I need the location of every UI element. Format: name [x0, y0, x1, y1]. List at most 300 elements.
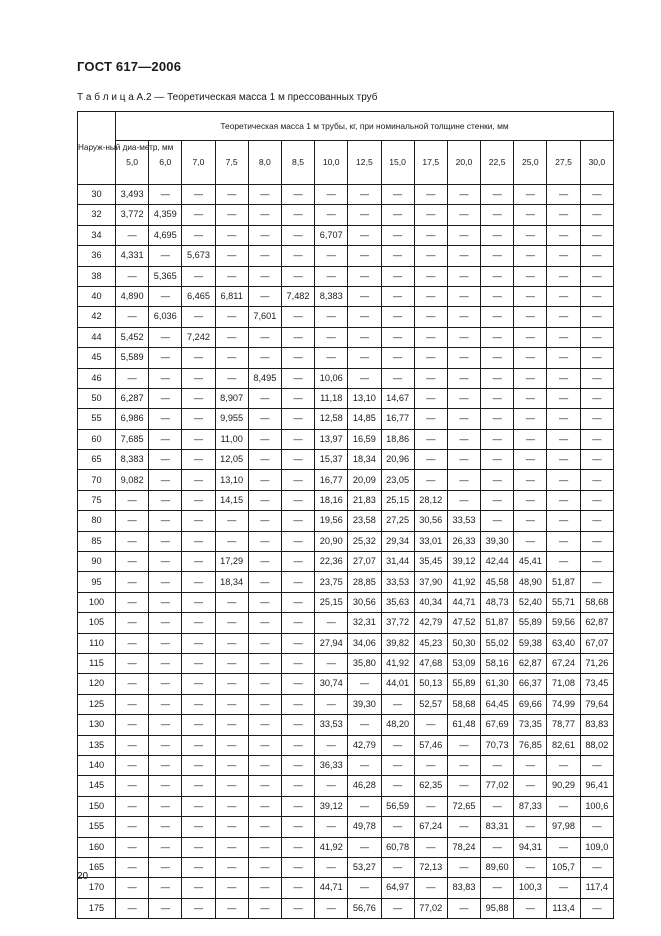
mass-cell: — — [182, 552, 215, 572]
diameter-cell: 46 — [78, 368, 116, 388]
mass-cell: — — [215, 531, 248, 551]
mass-cell: 8,907 — [215, 388, 248, 408]
mass-cell: — — [580, 225, 613, 245]
mass-cell: 6,465 — [182, 286, 215, 306]
mass-cell: — — [514, 388, 547, 408]
diameter-cell: 50 — [78, 388, 116, 408]
mass-cell: — — [514, 409, 547, 429]
mass-cell: — — [481, 450, 514, 470]
diameter-cell: 45 — [78, 348, 116, 368]
mass-cell: 96,41 — [580, 776, 613, 796]
mass-cell: — — [580, 429, 613, 449]
mass-cell: — — [182, 837, 215, 857]
diameter-cell: 36 — [78, 246, 116, 266]
diameter-cell: 105 — [78, 613, 116, 633]
mass-cell: — — [514, 327, 547, 347]
mass-cell: — — [248, 817, 281, 837]
mass-cell: — — [580, 817, 613, 837]
mass-cell: 71,08 — [547, 674, 580, 694]
table-row — [78, 694, 614, 714]
mass-cell: — — [281, 450, 314, 470]
mass-cell: — — [514, 898, 547, 918]
mass-cell: 58,68 — [580, 592, 613, 612]
diameter-cell: 165 — [78, 857, 116, 877]
diameter-cell: 32 — [78, 205, 116, 225]
mass-cell: — — [215, 266, 248, 286]
mass-cell: — — [481, 185, 514, 205]
table-row — [78, 348, 614, 368]
mass-cell: — — [547, 185, 580, 205]
mass-cell: — — [215, 857, 248, 877]
mass-cell: 27,25 — [381, 511, 414, 531]
table-row — [78, 388, 614, 408]
mass-cell: — — [281, 368, 314, 388]
diameter-cell: 155 — [78, 817, 116, 837]
mass-cell: 23,75 — [315, 572, 348, 592]
wall-thickness-column-header: 30,0 — [580, 141, 613, 185]
mass-cell: — — [182, 511, 215, 531]
mass-cell: 63,40 — [547, 633, 580, 653]
mass-cell: — — [149, 409, 182, 429]
mass-cell: — — [580, 246, 613, 266]
mass-cell: 39,30 — [348, 694, 381, 714]
wall-thickness-column-header: 17,5 — [414, 141, 447, 185]
mass-cell: 31,44 — [381, 552, 414, 572]
table-row — [78, 531, 614, 551]
mass-cell: — — [481, 878, 514, 898]
diameter-cell: 34 — [78, 225, 116, 245]
mass-cell: — — [580, 348, 613, 368]
table-row — [78, 185, 614, 205]
mass-cell: 48,20 — [381, 715, 414, 735]
mass-cell: — — [580, 409, 613, 429]
mass-cell: 35,80 — [348, 653, 381, 673]
mass-cell: — — [381, 225, 414, 245]
mass-cell: — — [481, 307, 514, 327]
mass-cell: 51,87 — [481, 613, 514, 633]
mass-cell: 60,78 — [381, 837, 414, 857]
mass-cell: — — [149, 898, 182, 918]
diameter-cell: 125 — [78, 694, 116, 714]
mass-cell: 26,33 — [447, 531, 480, 551]
mass-cell: 71,26 — [580, 653, 613, 673]
mass-cell: — — [116, 490, 149, 510]
mass-cell: — — [182, 490, 215, 510]
mass-cell: — — [116, 592, 149, 612]
mass-cell: 67,69 — [481, 715, 514, 735]
diameter-cell: 95 — [78, 572, 116, 592]
mass-cell: 33,53 — [447, 511, 480, 531]
mass-cell: — — [481, 511, 514, 531]
mass-cell: 89,60 — [481, 857, 514, 877]
mass-cell: — — [281, 490, 314, 510]
table-row — [78, 837, 614, 857]
table-row — [78, 429, 614, 449]
mass-cell: — — [215, 817, 248, 837]
mass-cell: 100,6 — [580, 796, 613, 816]
mass-cell: — — [348, 878, 381, 898]
mass-cell: — — [281, 694, 314, 714]
mass-cell: — — [315, 898, 348, 918]
mass-cell: — — [481, 429, 514, 449]
mass-cell: — — [248, 694, 281, 714]
mass-cell: 77,02 — [481, 776, 514, 796]
mass-cell: — — [348, 837, 381, 857]
diameter-cell: 38 — [78, 266, 116, 286]
mass-cell: 7,482 — [281, 286, 314, 306]
diameter-cell: 175 — [78, 898, 116, 918]
mass-cell: — — [116, 796, 149, 816]
mass-cell: — — [116, 878, 149, 898]
mass-cell: — — [149, 531, 182, 551]
table-row — [78, 470, 614, 490]
mass-cell: — — [116, 694, 149, 714]
mass-cell: — — [481, 796, 514, 816]
mass-cell: 100,3 — [514, 878, 547, 898]
mass-cell: — — [514, 450, 547, 470]
table-header-row-group — [78, 112, 614, 141]
mass-cell: 21,83 — [348, 490, 381, 510]
diameter-cell: 44 — [78, 327, 116, 347]
table-head — [78, 112, 614, 185]
mass-cell: 30,56 — [348, 592, 381, 612]
mass-cell: — — [116, 674, 149, 694]
mass-cell: 39,30 — [481, 531, 514, 551]
mass-cell: — — [215, 694, 248, 714]
wall-thickness-column-header: 15,0 — [381, 141, 414, 185]
mass-cell: — — [248, 755, 281, 775]
mass-cell: 61,48 — [447, 715, 480, 735]
mass-cell: — — [514, 429, 547, 449]
mass-cell: 5,673 — [182, 246, 215, 266]
mass-cell: — — [248, 531, 281, 551]
table-row — [78, 450, 614, 470]
mass-cell: 35,63 — [381, 592, 414, 612]
mass-cell: 67,07 — [580, 633, 613, 653]
mass-cell: — — [116, 755, 149, 775]
mass-cell: — — [447, 368, 480, 388]
mass-cell: 23,58 — [348, 511, 381, 531]
mass-cell: 113,4 — [547, 898, 580, 918]
mass-cell: — — [514, 266, 547, 286]
mass-cell: — — [348, 225, 381, 245]
mass-cell: 4,359 — [149, 205, 182, 225]
mass-cell: 83,83 — [580, 715, 613, 735]
mass-cell: 18,16 — [315, 490, 348, 510]
mass-cell: — — [547, 755, 580, 775]
mass-cell: — — [149, 470, 182, 490]
mass-cell: — — [248, 735, 281, 755]
mass-cell: — — [149, 388, 182, 408]
mass-cell: 45,23 — [414, 633, 447, 653]
wall-thickness-column-header: 5,0 — [116, 141, 149, 185]
diameter-cell: 110 — [78, 633, 116, 653]
mass-cell: 36,33 — [315, 755, 348, 775]
table-row — [78, 715, 614, 735]
table-row — [78, 266, 614, 286]
mass-cell: — — [447, 776, 480, 796]
mass-cell: — — [580, 286, 613, 306]
mass-cell: — — [514, 225, 547, 245]
mass-cell: — — [514, 307, 547, 327]
mass-cell: 7,242 — [182, 327, 215, 347]
mass-cell: — — [447, 755, 480, 775]
mass-cell: — — [547, 429, 580, 449]
mass-cell: — — [215, 205, 248, 225]
mass-cell: 33,53 — [381, 572, 414, 592]
mass-cell: — — [182, 572, 215, 592]
mass-cell: 5,589 — [116, 348, 149, 368]
mass-cell: — — [547, 490, 580, 510]
mass-cell: — — [281, 225, 314, 245]
mass-cell: — — [547, 348, 580, 368]
mass-cell: — — [547, 368, 580, 388]
mass-cell: 7,601 — [248, 307, 281, 327]
mass-cell: — — [149, 429, 182, 449]
mass-cell: — — [481, 225, 514, 245]
mass-cell: — — [315, 348, 348, 368]
mass-cell: — — [547, 388, 580, 408]
mass-cell: — — [547, 286, 580, 306]
mass-cell: 44,71 — [447, 592, 480, 612]
mass-cell: 94,31 — [514, 837, 547, 857]
mass-cell: — — [348, 348, 381, 368]
mass-cell: 73,35 — [514, 715, 547, 735]
diameter-cell: 75 — [78, 490, 116, 510]
mass-cell: — — [580, 490, 613, 510]
mass-cell: — — [182, 653, 215, 673]
mass-cell: — — [414, 450, 447, 470]
table-row — [78, 368, 614, 388]
mass-cell: — — [248, 776, 281, 796]
mass-cell: — — [447, 817, 480, 837]
mass-cell: 37,90 — [414, 572, 447, 592]
mass-cell: — — [414, 266, 447, 286]
table-row — [78, 552, 614, 572]
mass-cell: — — [149, 776, 182, 796]
mass-cell: — — [547, 327, 580, 347]
wall-thickness-column-header: 20,0 — [447, 141, 480, 185]
mass-cell: — — [481, 205, 514, 225]
mass-cell: — — [248, 327, 281, 347]
mass-cell: 53,27 — [348, 857, 381, 877]
mass-cell: 61,30 — [481, 674, 514, 694]
mass-cell: — — [281, 205, 314, 225]
table-row — [78, 205, 614, 225]
mass-table — [77, 111, 614, 919]
mass-cell: — — [182, 185, 215, 205]
mass-cell: 62,35 — [414, 776, 447, 796]
mass-cell: 48,73 — [481, 592, 514, 612]
mass-cell: — — [481, 490, 514, 510]
mass-cell: — — [315, 246, 348, 266]
mass-cell: — — [281, 837, 314, 857]
mass-cell: 14,85 — [348, 409, 381, 429]
mass-cell: 28,12 — [414, 490, 447, 510]
mass-cell: — — [281, 327, 314, 347]
mass-cell: — — [481, 348, 514, 368]
mass-cell: — — [281, 246, 314, 266]
mass-cell: — — [215, 307, 248, 327]
mass-cell: — — [248, 674, 281, 694]
mass-cell: — — [248, 429, 281, 449]
mass-cell: — — [215, 755, 248, 775]
mass-cell: — — [580, 755, 613, 775]
mass-cell: 67,24 — [547, 653, 580, 673]
mass-cell: — — [182, 205, 215, 225]
mass-cell: 33,01 — [414, 531, 447, 551]
mass-cell: — — [381, 246, 414, 266]
mass-cell: 4,331 — [116, 246, 149, 266]
mass-cell: — — [447, 857, 480, 877]
mass-cell: — — [116, 531, 149, 551]
mass-cell: 6,986 — [116, 409, 149, 429]
mass-cell: — — [182, 470, 215, 490]
mass-cell: 3,493 — [116, 185, 149, 205]
mass-cell: — — [381, 307, 414, 327]
mass-cell: 14,67 — [381, 388, 414, 408]
mass-cell: 82,61 — [547, 735, 580, 755]
mass-cell: 73,45 — [580, 674, 613, 694]
mass-cell: — — [248, 388, 281, 408]
mass-cell: — — [315, 776, 348, 796]
mass-cell: — — [414, 225, 447, 245]
mass-cell: — — [381, 898, 414, 918]
mass-cell: — — [381, 286, 414, 306]
mass-cell: — — [381, 776, 414, 796]
mass-cell: — — [281, 307, 314, 327]
mass-cell: 16,59 — [348, 429, 381, 449]
mass-cell: — — [215, 511, 248, 531]
mass-cell: 18,34 — [348, 450, 381, 470]
mass-cell: — — [281, 633, 314, 653]
mass-cell: 5,452 — [116, 327, 149, 347]
mass-cell: 41,92 — [381, 653, 414, 673]
mass-cell: — — [381, 755, 414, 775]
mass-cell: 27,07 — [348, 552, 381, 572]
mass-cell: — — [414, 755, 447, 775]
mass-cell: — — [315, 327, 348, 347]
mass-cell: — — [182, 674, 215, 694]
mass-cell: 53,09 — [447, 653, 480, 673]
wall-thickness-column-header: 25,0 — [514, 141, 547, 185]
mass-cell: 64,97 — [381, 878, 414, 898]
mass-cell: — — [182, 592, 215, 612]
mass-cell: 78,77 — [547, 715, 580, 735]
mass-cell: — — [248, 409, 281, 429]
mass-cell: — — [182, 450, 215, 470]
mass-cell: — — [580, 531, 613, 551]
mass-cell: — — [514, 286, 547, 306]
mass-cell: 56,76 — [348, 898, 381, 918]
mass-cell: 62,87 — [580, 613, 613, 633]
mass-cell: 20,90 — [315, 531, 348, 551]
mass-cell: 8,383 — [116, 450, 149, 470]
table-caption: Т а б л и ц а А.2 — Теоретическая масса 1 м прессованных труб — [77, 92, 378, 103]
diameter-cell: 90 — [78, 552, 116, 572]
diameter-cell: 30 — [78, 185, 116, 205]
mass-cell: — — [149, 348, 182, 368]
mass-cell: — — [514, 857, 547, 877]
mass-cell: — — [248, 653, 281, 673]
table-row — [78, 674, 614, 694]
mass-cell: — — [414, 307, 447, 327]
mass-cell: — — [116, 225, 149, 245]
mass-cell: 14,15 — [215, 490, 248, 510]
mass-cell: — — [182, 898, 215, 918]
mass-cell: 64,45 — [481, 694, 514, 714]
mass-cell: 4,890 — [116, 286, 149, 306]
diameter-cell: 80 — [78, 511, 116, 531]
table-row — [78, 327, 614, 347]
mass-cell: 19,56 — [315, 511, 348, 531]
mass-cell: — — [447, 470, 480, 490]
table-container — [77, 111, 614, 919]
mass-cell: 12,58 — [315, 409, 348, 429]
mass-cell: 33,53 — [315, 715, 348, 735]
mass-cell: — — [116, 857, 149, 877]
mass-cell: — — [414, 837, 447, 857]
diameter-cell: 130 — [78, 715, 116, 735]
mass-cell: — — [547, 409, 580, 429]
diameter-cell: 150 — [78, 796, 116, 816]
mass-cell: 62,87 — [514, 653, 547, 673]
mass-cell: — — [215, 674, 248, 694]
mass-cell: 27,94 — [315, 633, 348, 653]
mass-cell: — — [481, 755, 514, 775]
diameter-cell: 55 — [78, 409, 116, 429]
mass-cell: — — [248, 857, 281, 877]
mass-cell: 13,97 — [315, 429, 348, 449]
mass-cell: 11,00 — [215, 429, 248, 449]
mass-cell: — — [547, 470, 580, 490]
mass-cell: — — [414, 368, 447, 388]
mass-cell: — — [514, 776, 547, 796]
mass-cell: — — [215, 837, 248, 857]
mass-cell: — — [447, 225, 480, 245]
mass-cell: — — [580, 470, 613, 490]
mass-cell: — — [215, 796, 248, 816]
mass-cell: — — [481, 266, 514, 286]
mass-cell: 58,16 — [481, 653, 514, 673]
mass-cell: — — [149, 286, 182, 306]
mass-cell: — — [116, 266, 149, 286]
mass-cell: — — [149, 185, 182, 205]
table-row — [78, 246, 614, 266]
mass-cell: 39,12 — [315, 796, 348, 816]
mass-cell: — — [248, 286, 281, 306]
mass-cell: — — [414, 796, 447, 816]
mass-cell: 45,58 — [481, 572, 514, 592]
mass-cell: — — [149, 450, 182, 470]
mass-cell: — — [315, 613, 348, 633]
mass-cell: — — [281, 470, 314, 490]
mass-cell: — — [182, 776, 215, 796]
mass-cell: — — [182, 715, 215, 735]
mass-cell: — — [149, 715, 182, 735]
mass-cell: — — [514, 755, 547, 775]
diameter-cell: 115 — [78, 653, 116, 673]
mass-cell: — — [514, 470, 547, 490]
table-row — [78, 572, 614, 592]
mass-cell: — — [248, 592, 281, 612]
mass-cell: — — [281, 531, 314, 551]
mass-cell: 42,44 — [481, 552, 514, 572]
mass-cell: — — [315, 205, 348, 225]
mass-cell: — — [414, 388, 447, 408]
mass-cell: — — [547, 450, 580, 470]
mass-cell: — — [149, 246, 182, 266]
